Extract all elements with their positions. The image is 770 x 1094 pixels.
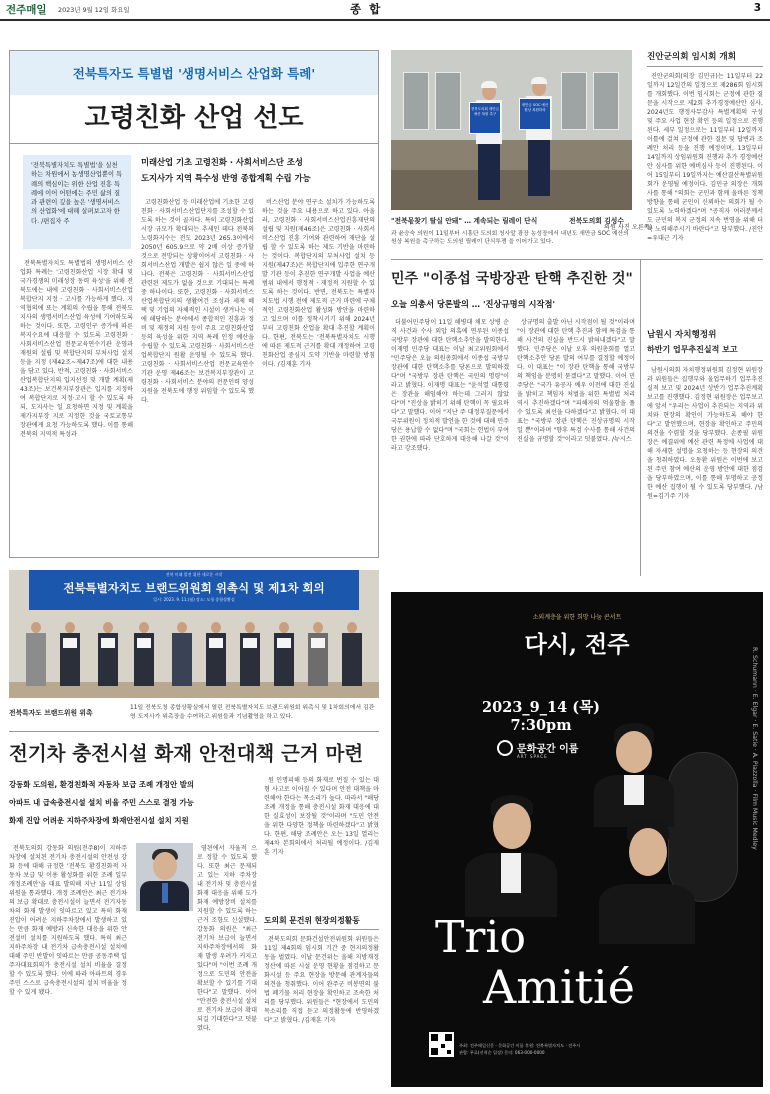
article-column: 염된에서 자율적 으로 정할 수 있도록 했다. 또한 최근 문제되고 있는 지하 주차장 내 전기차 및 충전시설 화재 대응을 위해 도가 화재 예방장비 설치를 지원할 수 있도록 하는 근거 조항도 신설했다. 강동화 의원은 "최근 전기차 보급이 늘면서 지하주차장에서의 화재 발생 우려가 커지고 있다"며 "이번 조례 개정으로 도민의 안전을 확보할 수 있기를 기대한다"고 말했다. 이어 "안전한 충전시설 설치로 전기차 보급이 확대되길 기대한다"고 덧붙였다. — [197, 845, 257, 1032]
councilor-portrait — [136, 843, 193, 911]
person — [59, 622, 81, 686]
venue-logo-icon — [497, 740, 513, 756]
article-subtitle: 오늘 의총서 당론발의 … '진상규명의 시작점' — [391, 299, 556, 309]
photo-caption-subject: 전북도의회 김성수 — [569, 217, 624, 225]
brief-body: 전북도의회 문화건설안전위원회 위원들은 11일 제4회의 임시회 기간 중 현지의정활동을 벌였다. 이날 문건위는 올해 지방재정 정산에 따른 시설 운영 현황을 점검하고 문화시설 등 주요 현장을 방문해 관계자들의 의견을 청취했다. 이어 완주군 비봉면의 불법 폐기물 처리 현장을 확인하고 조속한 처리를 당부했다. 위원들은 "현장에서 도민의 목소리를 직접 듣고 의정활동에 반영하겠다"고 밝혔다. /김재훈 기자 — [264, 936, 379, 1024]
newspaper-logo: 전주매일 — [6, 4, 47, 16]
concert-date: 2023_9_14 (목) — [482, 699, 600, 716]
article-title: 전기차 충전시설 화재 안전대책 근거 마련 — [9, 742, 364, 765]
photo-caption-subject: 의원 사진 오른쪽) — [604, 224, 653, 231]
qr-code-icon — [429, 1032, 454, 1057]
section-name: 종 합 — [350, 2, 383, 16]
issue-date: 2023년 9월 12일 화요일 — [58, 6, 130, 14]
divider — [264, 929, 379, 930]
hunger-strike-photo — [391, 50, 632, 210]
divider — [647, 360, 763, 361]
brief-title: 진안군의회 임시회 개회 — [647, 52, 736, 62]
person — [171, 622, 193, 686]
ad-footer: 주최: 전주매일신문 · 문화공간 이룸 후원: 전북특별자치도 · 전주시 관람: 무료(선착순 입장) 문의: 063-000-0000 — [459, 1043, 581, 1055]
page-number: 3 — [753, 2, 761, 14]
musician-photo — [586, 717, 681, 827]
person — [133, 622, 155, 686]
ad-headline: 다시, 전주 — [524, 631, 630, 658]
person — [239, 622, 261, 686]
program-list: R. Schumann · E. Elgar · E. Satie · A. Piazzolla · Film Music Medley — [751, 647, 758, 850]
person — [307, 622, 329, 686]
header-rule — [0, 19, 770, 21]
photo-caption-text: 11일 전북도청 종합상황실에서 열린 전북특별자치도 브랜드위원회 위촉식 및 1차회의에서 김관영 도지사가 위촉장을 수여하고 위원들과 기념촬영을 하고 있다. — [130, 705, 375, 720]
musician-photo — [591, 814, 701, 944]
feature-article — [9, 50, 379, 558]
editor-note: '전북특별자치도 특별법'을 실천하는 차원에서 농생명산업뿐이 특례의 핵심이는 위한 산업 진흥 특례에 이어 어떤에는 주민 삶의 질과 관련이 깊을 높은 '생명서비스의 산업화'에 대해 살펴보고자 한다. /편집자 주 — [23, 155, 131, 249]
brand-committee-photo — [9, 570, 379, 698]
page-header — [0, 0, 770, 18]
subhead-line: 도지사가 지역 특수성 반영 종합계획 수립 가능 — [141, 173, 311, 183]
article-column: 전북도의회 강동화 의원(전주8)이 지하주차장에 설치된 전기차 충전시설의 안전성 강화 등에 대해 규정한 '전북도 환경친화적 자동차 보급 및 이용 활성화를 위한 조례 일부개정조례안'을 대표 발의해 지난 11일 상임위원을 통과했다. 개정 조례안은 최근 전기차의 보급 확대로 충전시설이 늘면서 전기자동차의 화재 발생이 잇따르고 있고 특히 화재 진압이 어려운 지하주차장에서 발생하고 있는 만큼 화재 예방과 신속한 대응을 위한 안전설비 설치를 지원하도록 했다. 특히 최근 지하주차장 내 전기차 급속충전시설 설치에 대해 주민 반발이 잇따르는 만큼 공동주택 입주자대표회의가 충전시설 설치 비율을 결정할 수 있도록 했다. 이에 따라 아파트의 경우 주민 스스로 급속충전시설의 설치 비율을 정할 수 있게 됐다. — [9, 845, 127, 996]
ad-tagline: 소외계층을 위한 희망 나눔 콘서트 — [532, 614, 622, 621]
divider — [391, 259, 763, 260]
brief-body: 진안군의회(의장 김민규)는 11일부터 22일까지 12일간의 일정으로 제286회 임시회를 개회했다. 이번 임시회는 군정에 관한 질문을 시작으로 제2회 추가경정예산안 심사, 2024년도 행정사무감사 특별계획의 구성 및 주요 사업 현장 확인 등의 일정으로 진행된다. 세부 일정으로는 11일부터 12일까지 이틀에 걸쳐 군정에 관한 질문 및 답변과 조례안 처리 등을 진행 예정이며, 13일부터 14일까지 상임위원회 진행과 추가 경정예산안 심사를 위한 예비심사 등이 진행된다. 이어 15일부터 19일까지는 예산결산특별위원회가 운영될 예정이다. 김민규 의장은 개회사를 통해 "의회는 군민과 함께 올바른 정책 방향을 통해 군민이 신뢰하는 의회가 될 수 있도록 노력하겠다"며 "공직자 여러분께서도 군민의 복지 군정의 지속 번영을 위해 더욱 노력해주시기 바란다"고 당부했다. /진안=우대근 기자 — [647, 73, 763, 242]
article-column: 원 인명피해 등의 화재로 번질 수 있는 대형 사고로 이어질 수 있다며 안전 대책을 마련해야 한다는 목소리가 높다. 따라서 "해당 조례 개정을 통해 충전시설 화재 대응에 대한 실효성이 보장될 것"이라며 "도민 안전을 위한 다양한 정책을 마련하겠다"고 밝혔다. 한편, 해당 조례안은 오는 13일 열리는 제4차 본회의에서 처리될 예정이다. /김재훈 기자 — [264, 777, 379, 856]
article-column: 더불어민주당이 11일 해병대 채모 상병 순직 사건과 수사 외압 의혹에 연루된 이종섭 국방부 장관에 대한 탄핵소추안을 발의한다. 이재명 민주당 대표는 이날 최고위원회에서 "민주당은 오늘 의원총회에서 이종섭 국방부 장관에 대한 탄핵소추를 당론으로 발의하겠다"며 "국방부 장관 탄핵은 국민의 명령"이라고 밝혔다. 이재명 대표는 "윤석열 대통령은 장관을 해임해야 하는데 그러지 않았다"며 "진상을 밝히기 위해 탄핵이 꼭 필요하다"고 말했다. 이어 "지난 주 대정부질문에서 국무위원이 정치적 발언을 한 것에 대해 민주당은 용납할 수 없다"며 "국회는 헌법이 부여한 권한에 따라 단호하게 대응해 나갈 것"이라고 강조했다. — [391, 319, 509, 452]
person — [97, 622, 119, 686]
photo-caption-title: "전북몫찾기 탈실 안돼" … 계속되는 릴레이 단식 — [391, 217, 538, 225]
venue-name: 문화공간 이룸 — [517, 744, 579, 755]
divider — [10, 143, 378, 144]
brief-subtitle: 하반기 업무추진실적 보고 — [647, 345, 738, 354]
feature-column-3: 비스산업 분야 연구소 설치가 가능하도록 하는 것을 주요 내용으로 하고 있다. 아울러, 고령친화 · 사회서비스산업진흥재단의 설립 및 지원(제46조)은 고령친화 · 사회서비스산업 진흥 기여와 관련하여 재단을 설립 할 수 있도록 하는 제도 기반을 마련하는 것이다. 복합단지의 부처사업 설치 등 지원(제47조)은 복합단지에 입주한 연구개발 기관 등이 추진한 연구개발 사업을 예산 범위 내에서 행정적 · 재정적 지원할 수 있도록 하는 것이다. 반면, 전북도는 특별자치도법 시행 전에 제도적 근거 마련에 구체적인 고령친화산업 활성화 방안을 마련하고 있으며 이를 정착시키기 위해 2024년부터 고령친화 산업을 확대 추진할 계획이다. 한편, 전북도는 '전북특별자치도 시행에 따른 제도적 근거를 확대 개정하여 고령친화산업 중심지 도약 기반을 마련할 방침이다. /김재훈 기자 — [262, 199, 375, 368]
person — [205, 622, 227, 686]
person — [273, 622, 295, 686]
concert-advertisement — [391, 592, 763, 1087]
person — [25, 622, 47, 686]
feature-column-1: 전북특별자치도 특별법의 생명서비스 산업화 특례는 '고령친화산업 시장 확대 및 국가경쟁의 미래성장 동력 육성'을 위해 전북도에는 내에 고령친화 · 사회서비스산업복합단지 지정 · 고시를 가능하게 했다. 지역협의에 또는 계획의 수립을 통해 전북도지사의 생명서비스산업 육성에 기여하도록 하는 것이다. 또한, 고령인구 증가에 따른 복지수요에 대응할 수 있도록 고령친화 · 사회서비스산업 전문교육연수기관 운영과 재원의 설립 및 복합단지의 부처사업 설치 등을 지정 (제42조~제47조)에 대한 내용을 담고 있다. 반적, 고령친화 · 사회서비스산업복합단지의 입지선정 및 개발 계획(제43조)는 보건복지부장관은 입지를 지정하여 복합단지로 지정·고시 할 수 있도록 하되, 도지사는 일 요청하면 지정 및 계획을 제가지부장 지로 지정한 것을 국토교통부 장관에게 요청 가능하도록 했다. 이를 통해 전북의 지역적 특성과 — [20, 260, 133, 438]
protest-sign: 새만금 SOC 예산 원상 복원하라 — [519, 98, 551, 130]
ensemble-name: Trio — [435, 912, 526, 963]
divider — [9, 731, 379, 732]
concert-time: 7:30pm — [510, 717, 572, 734]
feature-subheads — [141, 154, 377, 186]
article-column — [136, 924, 257, 1088]
feature-title: 고령친화 산업 선도 — [84, 103, 304, 133]
photo-caption-text: 과 윤승숙 의원이 11일부터 시흥단 도의회 청사앞 광장 농성장에서 내년도 새만금 SOC 예산의 원상 복원을 촉구하는 도의원 릴레이 단식투쟁 을 이어가고 있다. — [391, 231, 629, 246]
article-title: 민주 "이종섭 국방장관 탄핵 추진한 것" — [391, 271, 633, 287]
venue-name-en: ART SPACE — [517, 754, 548, 759]
photo-caption-title: 전북특자도 브랜드위원 위촉 — [9, 709, 93, 717]
brief-title: 남원시 자치행정위 — [647, 330, 717, 340]
divider — [647, 66, 763, 67]
feature-kicker: 전북특자도 특별법 '생명서비스 산업화 특례' — [72, 66, 316, 81]
musician-photo — [461, 787, 561, 917]
person — [341, 622, 363, 686]
article-column: 상규명의 출발 아닌 시작점이 될 것"이라며 "이 장관에 대한 탄핵 추진과 함께 특검을 통해 사건의 진실을 반드시 밝혀내겠다"고 말했다. 민주당은 이날 오후 의원총회를 열고 탄핵소추안 당론 발의 여부를 결정할 예정이다. 이 대표는 "이 장관 탄핵을 통해 국방부의 책임을 분명히 묻겠다"고 말했다. 이어 민주당은 "국가 유공자 예우 이전에 대한 진실을 밝히고 책임자 처벌을 위한 특별법 처리 역시 추진하겠다"며 "피해자의 억울함을 풀 수 있도록 최선을 다하겠다"고 밝혔다. 이 대표는 "국방부 장관 탄핵은 진상규명의 시작일 뿐"이라며 "향후 특검 수사를 통해 사건의 진실을 규명할 것"이라고 덧붙였다. /뉴시스 — [517, 319, 635, 443]
brief-body: 남원시의회 자치행정위원회 김정현 위원장과 위원들은 집행부와 울업무하기 업무추진실적 보고 및 2024년 상반기 업무추진계획 보고를 진행했다. 김정현 위원장은 업무보고에 앞서 "우리는 사업이 추진되는 지역과 위치와 현장의 확인이 가능하도록 해야 한다"고 발언했으며, 현장을 확인하고 주민의 의견을 수렴할 것을 당부했다. 손종필 위원장은 예결위에 예산 관련 특정에 사업에 대해 자세한 설명을 요청하는 등 현장의 의견을 청취하였다. 오동환 위원은 이번에 보고된 주민 참여 예산의 운영 방안에 대한 점검을 당부하였으며, 이를 통해 투명하고 공정한 예산 집행이 될 수 있도록 당부했다. /남원=김기주 기자 — [647, 367, 763, 500]
subhead-line: 미래산업 기초 고령친화 · 사회서비스단 조성 — [141, 157, 303, 167]
column-divider — [640, 260, 641, 576]
event-banner: 전북 미래 발전 위한 새로운 시작 전북특별자치도 브랜드위원회 위촉식 및 제1차 회의 일시: 2023. 9. 11.(월) 장소: 도청 종합상황실 — [29, 570, 359, 610]
protest-sign: 전북도의회 새만금 예산 복원 촉구 — [469, 102, 501, 134]
brief-title: 도의회 문건위 현장의정활동 — [264, 916, 360, 925]
article-subheads: 강동화 도의원, 환경친화적 자동차 보급 조례 개정안 발의 아파트 내 급속충전시설 설치 비율 주민 스스로 결정 가능 화재 진압 어려운 지하주차장에 화재안전시설 설치 지원 — [9, 780, 195, 825]
ensemble-name: Amitié — [483, 960, 635, 1014]
feature-column-2: 고령친화산업 등 미래산업에 기초한 고령친화 · 사회서비스산업단지를 조성할 수 있도록 하는 것이 골자다. 특히 고령친화산업 시장 규모가 확대되는 추세인 데다 전북의 노령화지수는 전도 2023년 265.3이에서 2050년 605.9으로 약 2배 이상 증가할 것으로 전망되는 상황이어서 고령친화 · 사회서비스산업 개발은 쉽지 않은 일 중에 하나다. 전북은 고령친화 · 사회서비스산업 관련된 제도가 없을 것으로 기대되는 특례 중 하나이다. 또한, 고령친화 · 사회서비스산업복합단지의 생활여건 조성과 세제 혜택 및 기업의 자체적인 시설이 생겨나는 이에 해당하는 분야에서 종합적인 진흥과 정비 및 재정의 지원 등이 주요 고령친화산업 등의 육성을 위한 지역 특례 인정 예산을 수립할 수 있도록 고령친화 · 사회서비스산업복합단지 원활 운영될 수 있도록 했다. 고령친화 · 사회서비스산업 전문교육연수기관 운영 제46조는 보건복지부장관이 고령친화 · 사회서비스 분야의 전문인력 양성 지원을 전북도에 행정 위임할 수 있도록 했다. — [141, 199, 254, 404]
